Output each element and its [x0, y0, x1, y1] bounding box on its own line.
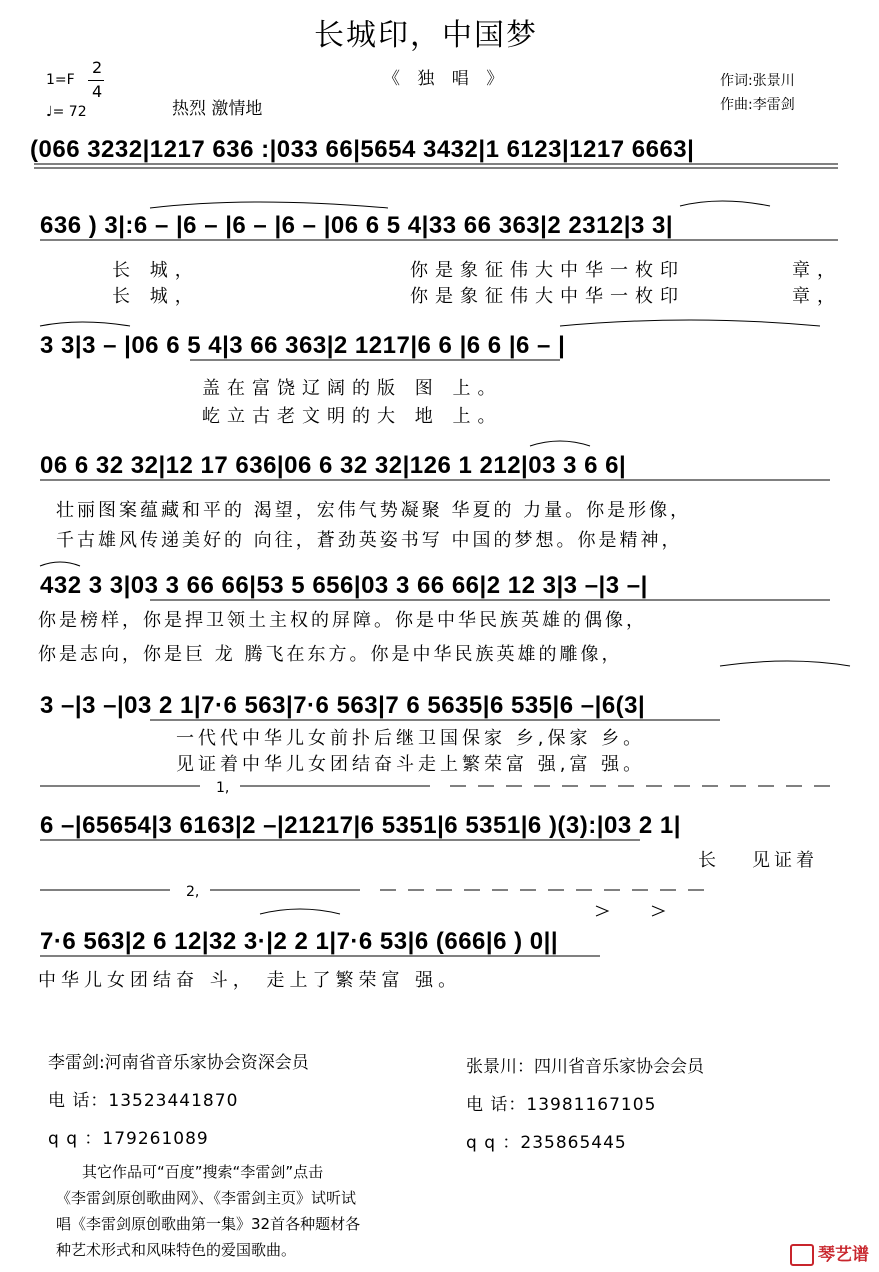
expression-marking: 热烈 激情地 — [172, 99, 263, 119]
score-row-3-notes: 3 3|3 – |06 6 5 4|3 66 363|2 1217|6 6 |6 6 |6 – | — [40, 332, 566, 359]
footer-note-line-4: 种艺术形式和风味特色的爱国歌曲。 — [56, 1241, 297, 1259]
row-5-lyric-2: 你是志向，你是巨 龙 腾飞在东方。你是中华民族英雄的雕像， — [38, 644, 623, 665]
time-denominator: 4 — [92, 82, 103, 101]
watermark-text: 琴艺谱 — [818, 1245, 869, 1265]
composer-credit: 作曲:李雷剑 — [720, 97, 795, 113]
row-3-lyric-1: 盖在富饶辽阔的版 图 上。 — [202, 378, 503, 399]
footer-composer-phone: 电 话：13523441870 — [48, 1091, 239, 1111]
row-5-lyric-1: 你是榜样，你是捍卫领土主权的屏障。你是中华民族英雄的偶像， — [38, 610, 647, 631]
footer-lyricist-phone: 电 话：13981167105 — [466, 1095, 657, 1115]
score-row-6-notes: 3 –|3 –|03 2 1|7·6 563|7·6 563|7 6 5635|6 535|6 –|6(3| — [40, 692, 646, 719]
row-7-lyric-2: 见证着 — [752, 850, 818, 871]
tempo-marking: ♩= 72 — [46, 104, 87, 120]
volta-2-label: 2, — [186, 884, 200, 900]
time-numerator: 2 — [92, 58, 103, 77]
lyricist-credit: 作词:张景川 — [720, 73, 795, 89]
score-row-7-notes: 6 –|65654|3 6163|2 –|21217|6 5351|6 5351|6 )(3):|03 2 1| — [40, 812, 681, 839]
watermark-logo — [790, 1240, 869, 1266]
footer-composer-info: 李雷剑:河南省音乐家协会资深会员 — [48, 1053, 309, 1073]
row-2-lyric-1a: 长 城， — [112, 260, 200, 281]
row-4-lyric-2: 千古雄风传递美好的 向往，蒼劲英姿书写 中国的梦想。你是精神， — [56, 530, 683, 551]
row-6-lyric-2: 见证着中华儿女团结奋斗走上繁荣富 强,富 强。 — [176, 754, 646, 775]
score-row-8-notes: 7·6 563|2 6 12|32 3·|2 2 1|7·6 53|6 (666|6 ) 0|| — [40, 928, 559, 955]
row-2-lyric-1b: 你是象征伟大中华一枚印 — [410, 260, 685, 281]
row-2-lyric-2b: 你是象征伟大中华一枚印 — [410, 286, 685, 307]
volta-1-label: 1, — [216, 780, 230, 796]
row-6-lyric-1: 一代代中华儿女前扑后继卫国保家 乡,保家 乡。 — [176, 728, 646, 749]
row-2-lyric-2a: 长 城， — [112, 286, 200, 307]
footer-note-line-3: 唱《李雷剑原创歌曲第一集》32首各种题材各 — [56, 1215, 361, 1233]
footer-composer-qq: q q ：179261089 — [48, 1129, 209, 1149]
footer-note-line-2: 《李雷剑原创歌曲网》、《李雷剑主页》试听试 — [56, 1189, 357, 1207]
score-row-2-notes: 636 ) 3|:6 – |6 – |6 – |6 – |06 6 5 4|33 66 363|2 2312|3 3| — [40, 212, 674, 239]
footer-lyricist-qq: q q ：235865445 — [466, 1133, 627, 1153]
footer-note-line-1: 其它作品可“百度”搜索“李雷剑”点击 — [82, 1163, 324, 1181]
score-row-4-notes: 06 6 32 32|12 17 636|06 6 32 32|126 1 212|03 3 6 6| — [40, 452, 627, 479]
row-2-lyric-2c: 章， — [792, 286, 842, 307]
row-4-lyric-1: 壮丽图案蕴藏和平的 渴望，宏伟气势凝聚 华夏的 力量。你是形像， — [56, 500, 692, 521]
row-3-lyric-2: 屹立古老文明的大 地 上。 — [202, 406, 503, 427]
row-7-lyric-1: 长 — [698, 850, 723, 871]
row-2-lyric-1c: 章， — [792, 260, 842, 281]
score-row-1-notes: (066 3232|1217 636 :|033 66|5654 3432|1 6123|1217 6663| — [30, 136, 695, 163]
subtitle: 《 独 唱 》 — [383, 69, 510, 89]
score-row-5-notes: 432 3 3|03 3 66 66|53 5 656|03 3 66 66|2 12 3|3 –|3 –| — [40, 572, 648, 599]
row-8-lyric-1: 中华儿女团结奋 斗， 走上了繁荣富 强。 — [38, 970, 462, 991]
footer-lyricist-info: 张景川：四川省音乐家协会会员 — [466, 1057, 704, 1077]
page-title: 长城印，中国梦 — [314, 18, 538, 53]
watermark-icon — [790, 1244, 814, 1266]
key-signature: 1=F — [46, 72, 75, 88]
